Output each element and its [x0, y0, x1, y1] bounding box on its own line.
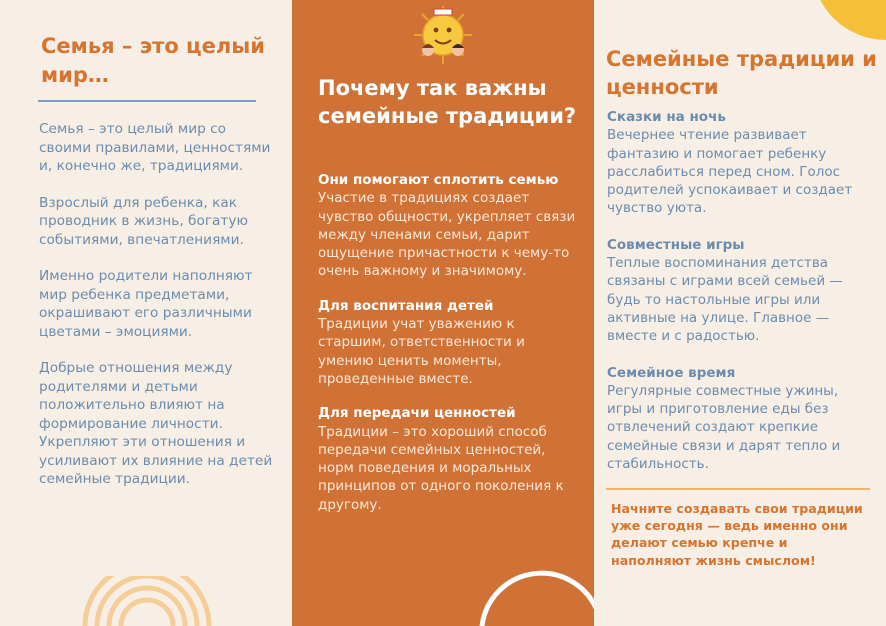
sun-corner-decoration [808, 0, 886, 40]
middle-section [318, 404, 580, 514]
right-section-text: Теплые воспоминания детства связаны с играми всей семьей — будь то настольные игры или активные на улице. Главное — вместе и с радостью. [607, 255, 843, 345]
middle-section [318, 171, 580, 281]
middle-section-heading: Для передачи ценностей [318, 405, 516, 422]
middle-section-heading: Они помогают сплотить семью [318, 172, 559, 188]
left-paragraph: Добрые отношения между родителями и детьми положительно влияют на формирование личности. Укрепляют эти отношения и усиливают их влияние на детей семейные традиции. [39, 360, 273, 487]
closing-callout: Начните создавать свои традиции уже сегодня — ведь именно они делают семью крепче и наполняют жизнь смыслом! [611, 501, 863, 568]
right-section-text: Вечернее чтение развивает фантазию и помогает ребенку расслабиться перед сном. Голос родителей успокаивает и создает чувство уюта. [607, 127, 853, 217]
left-title: Семья – это целый мир… [41, 34, 265, 87]
middle-title: Почему так важны семейные традиции? [318, 76, 577, 128]
middle-section-text: Традиции учат уважению к старшим, ответственности и умению ценить моменты, проведенные вместе. [318, 316, 525, 387]
right-title: Семейные традиции и ценности [606, 47, 877, 99]
right-section [607, 236, 875, 346]
right-divider [606, 488, 870, 490]
left-paragraph: Семья – это целый мир со своими правилами, ценностями и, конечно же, традициями. [39, 121, 271, 174]
left-paragraph: Именно родители наполняют мир ребенка предметами, окрашивают его различными цветами – эмоциями. [39, 268, 253, 340]
middle-body [318, 171, 580, 530]
middle-section-heading: Для воспитания детей [318, 297, 494, 314]
left-paragraph: Взрослый для ребенка, как проводник в жизнь, богатую событиями, впечатлениями. [39, 194, 249, 248]
right-section [607, 364, 875, 474]
arc-decoration [474, 560, 594, 626]
right-body [607, 108, 875, 491]
right-section-heading: Семейное время [607, 364, 736, 381]
right-section-text: Регулярные совместные ужины, игры и приготовление еды без отвлечений создают крепкие семейные связи и дарят тепло и стабильность. [607, 382, 841, 473]
left-body [39, 120, 275, 507]
middle-section-text: Традиции – это хороший способ передачи семейных ценностей, норм поведения и моральных принципов от одного поколения к другому. [318, 423, 564, 513]
sun-family-icon [412, 4, 474, 66]
rainbow-arcs-decoration [80, 576, 214, 626]
left-title-divider [38, 100, 256, 102]
middle-section [318, 297, 580, 388]
middle-section-text: Участие в традициях создает чувство общности, укрепляет связи между членами семьи, дарит ощущение причастности к чему-то очень важному и значимому. [318, 190, 576, 280]
right-section [607, 108, 875, 218]
right-section-heading: Совместные игры [607, 236, 745, 253]
right-section-heading: Сказки на ночь [607, 109, 726, 125]
